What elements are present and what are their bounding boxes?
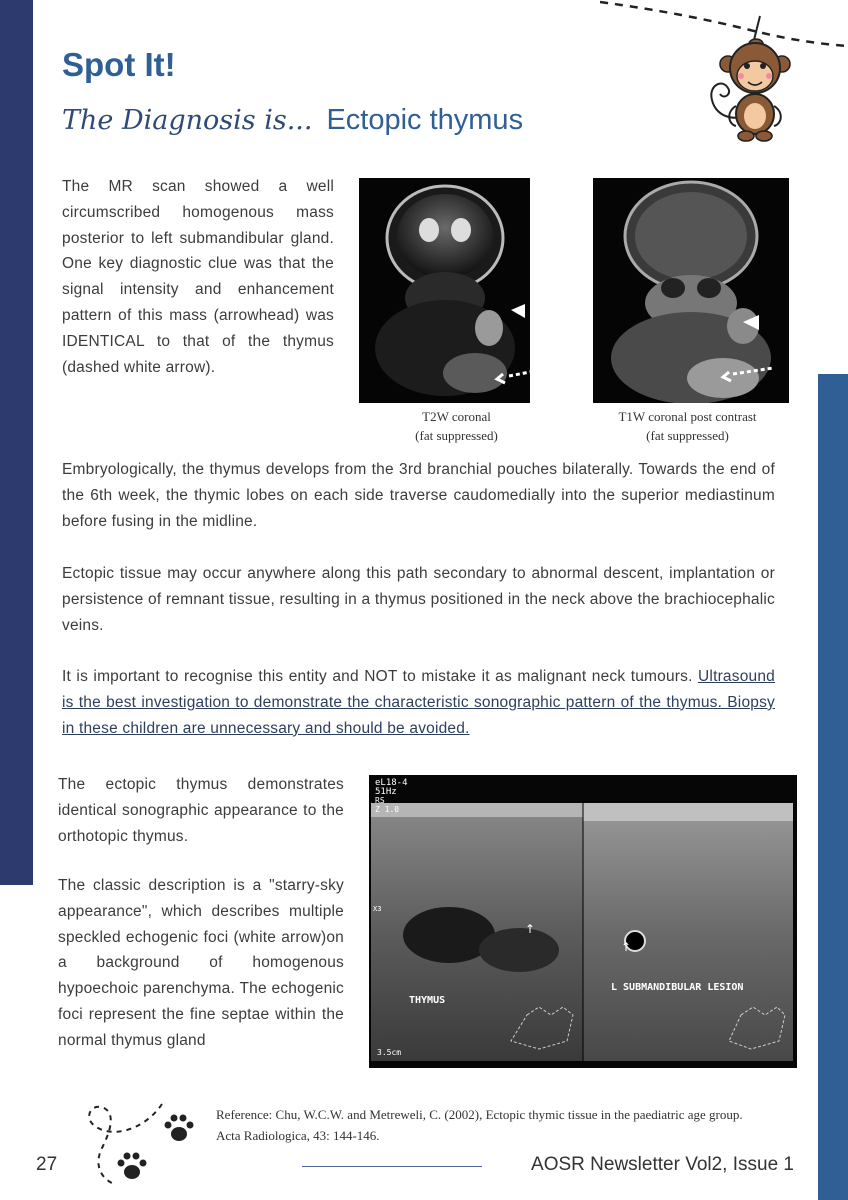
embryology-paragraph: Embryologically, the thymus develops from the 3rd branchial pouches bilaterally. Towards the end of the 6th week, the thymic lobes on each side traverse caudomedially into the superior mediastinum before fusing in the midline.: [62, 461, 775, 530]
diagnosis-name: Ectopic thymus: [326, 104, 524, 136]
mri1-caption-line1: T2W coronal: [422, 409, 491, 424]
mri1-caption-line2: (fat suppressed): [415, 428, 498, 443]
mri2-caption-line2: (fat suppressed): [646, 428, 729, 443]
right-accent-bar: [818, 374, 848, 1200]
intro-paragraph: The MR scan showed a well circumscribed homogenous mass posterior to left submandibular gland. One key diagnostic clue was that the signal intensity and enhancement pattern of this mass (arrowhead) was IDENTICAL to that of the thymus (dashed white arrow).: [62, 178, 334, 376]
us-rs: RS: [375, 796, 385, 805]
mri1-caption: [359, 407, 554, 445]
monkey-icon: [698, 14, 802, 146]
sonographic-paragraph: The ectopic thymus demonstrates identical sonographic appearance to the orthotopic thymus.: [58, 776, 344, 845]
mri-t2w-coronal-image: [359, 178, 530, 403]
starry-sky-paragraph: The classic description is a "starry-sky appearance", which describes multiple speckled echogenic foci (white arrow)on a background of homogenous hypoechoic parenchyma. The echogenic foci represent the fine septae within the normal thymus gland: [58, 877, 344, 1049]
svg-text:↑: ↑: [621, 940, 632, 954]
mri-t1w-coronal-image: [593, 178, 789, 403]
reference-line2: Acta Radiologica, 43: 144-146.: [216, 1128, 380, 1143]
us-zoom: Z 1.0: [375, 805, 400, 814]
us-probe: eL18-4: [375, 778, 408, 788]
us-label-lesion: L SUBMANDIBULAR LESION: [611, 982, 744, 993]
paw-print-icon: [115, 1150, 149, 1182]
reference-citation: [216, 1104, 806, 1146]
ultrasound-recommendation: Ultrasound is the best investigation to demonstrate the characteristic sonographic pattern of the thymus. Biopsy in these children are unnecessary and should be avoided.: [62, 668, 775, 737]
publication-footer: AOSR Newsletter Vol2, Issue 1: [531, 1154, 794, 1175]
recognition-text: It is important to recognise this entity and NOT to mistake it as malignant neck tumours.: [62, 668, 699, 685]
paw-print-icon: [162, 1112, 196, 1144]
diagnosis-heading: [62, 104, 523, 137]
mri2-caption: [580, 407, 795, 445]
ectopic-tissue-paragraph: Ectopic tissue may occur anywhere along this path secondary to abnormal descent, implantation or persistence of remnant tissue, resulting in a thymus positioned in the neck above the brachiocephalic veins.: [62, 565, 775, 634]
us-label-thymus: THYMUS: [409, 995, 446, 1006]
recognition-paragraph: [62, 664, 775, 741]
footer-divider: [302, 1166, 482, 1167]
us-scale-mark: X3: [373, 905, 382, 913]
page-title: Spot It!: [62, 46, 176, 83]
mri2-caption-line1: T1W coronal post contrast: [618, 409, 757, 424]
page-number: 27: [36, 1154, 58, 1175]
left-accent-bar: [0, 0, 33, 885]
reference-line1: Reference: Chu, W.C.W. and Metreweli, C. (2002), Ectopic thymic tissue in the paediatric age group.: [216, 1107, 743, 1122]
ultrasound-comparison-image: [369, 775, 797, 1068]
svg-text:↑: ↑: [525, 922, 536, 936]
diagnosis-lead: The Diagnosis is...: [62, 105, 313, 136]
us-freq: 51Hz: [375, 787, 397, 797]
us-depth: 3.5cm: [377, 1048, 402, 1057]
